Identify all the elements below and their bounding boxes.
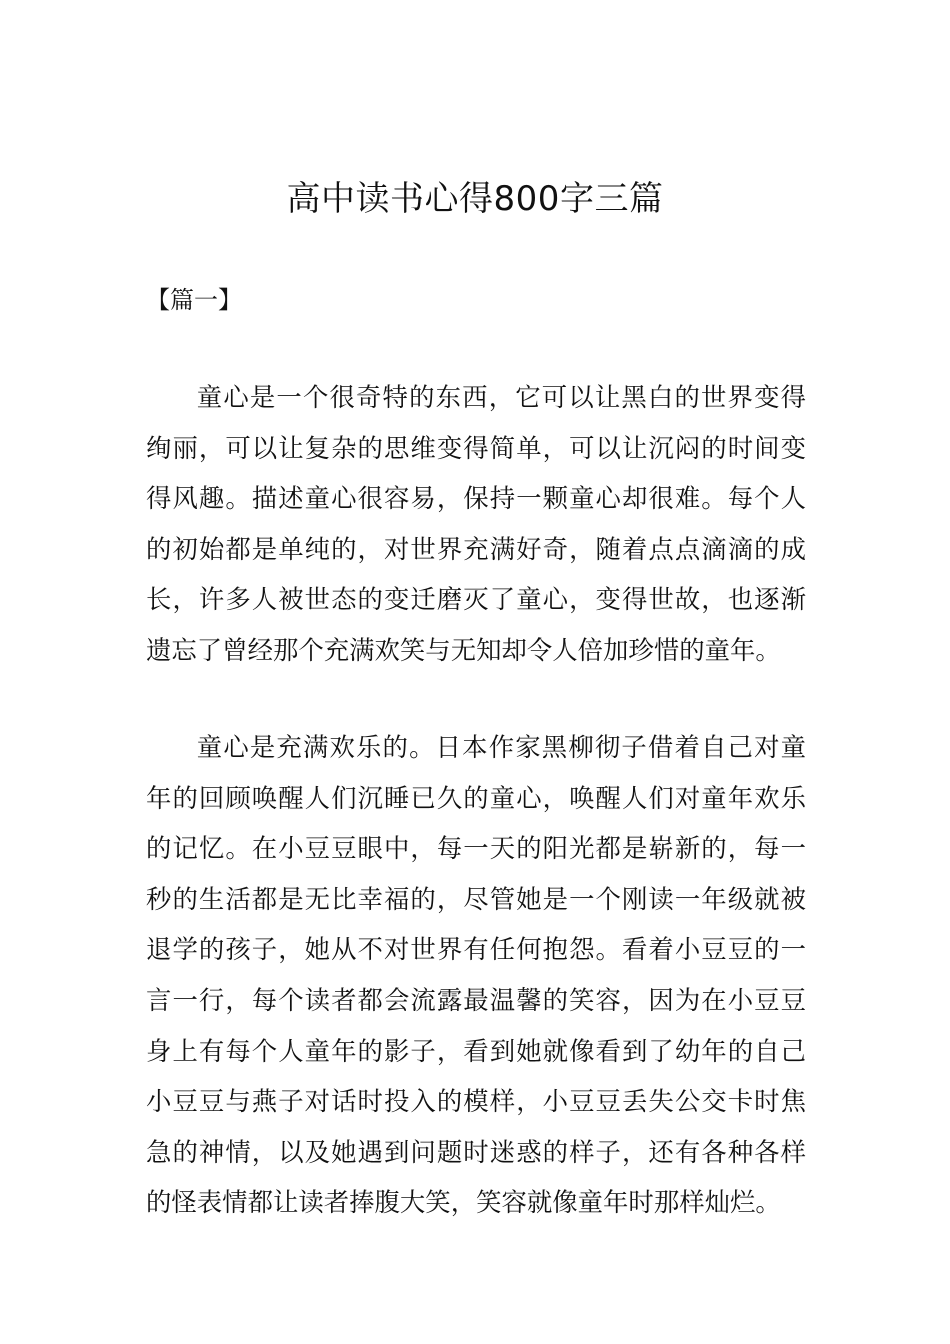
body-paragraph-2: 童心是充满欢乐的。日本作家黑柳彻子借着自己对童年的回顾唤醒人们沉睡已久的童心，唤醒人们对童年欢乐的记忆。在小豆豆眼中，每一天的阳光都是崭新的，每一秒的生活都是无比幸福的，尽管她是一个刚读一年级就被退学的孩子，她从不对世界有任何抱怨。看着小豆豆的一言一行，每个读者都会流露最温馨的笑容，因为在小豆豆身上有每个人童年的影子，看到她就像看到了幼年的自己小豆豆与燕子对话时投入的模样，小豆豆丢失公交卡时焦急的神情，以及她遇到问题时迷惑的样子，还有各种各样的怪表情都让读者捧腹大笑，笑容就像童年时那样灿烂。 (146, 732, 806, 1218)
document-title: 高中读书心得800字三篇 (286, 179, 664, 219)
section-label: 【篇一】 (146, 286, 242, 314)
body-paragraph-1: 童心是一个很奇特的东西，它可以让黑白的世界变得绚丽，可以让复杂的思维变得简单，可以让沉闷的时间变得风趣。描述童心很容易，保持一颗童心却很难。每个人的初始都是单纯的，对世界充满好奇，随着点点滴滴的成长，许多人被世态的变迁磨灭了童心，变得世故，也逐渐遗忘了曾经那个充满欢笑与无知却令人倍加珍惜的童年。 (146, 382, 806, 665)
